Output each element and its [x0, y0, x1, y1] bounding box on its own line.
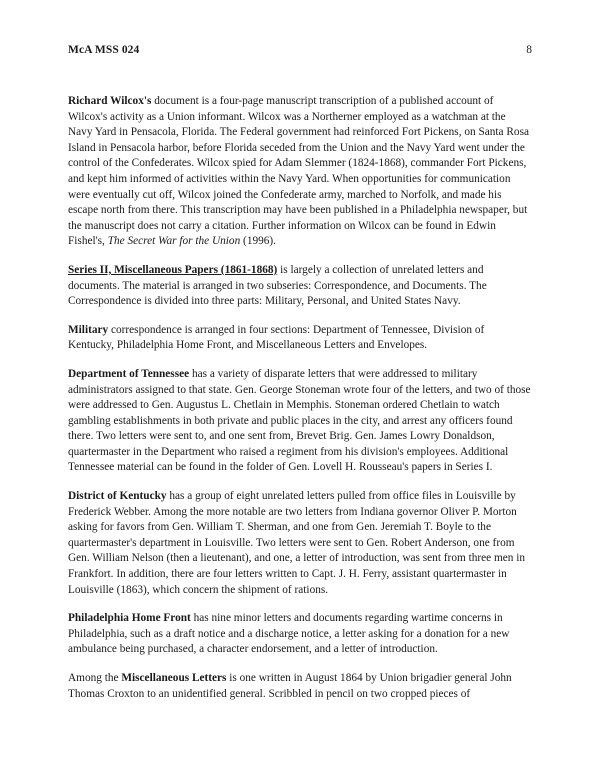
paragraph-text: is one written in August 1864 by Union brigadier general John Thomas Croxton to an unidentified general. Scribbled in pencil on two cropped pieces of	[68, 672, 512, 700]
paragraph-lead: Department of Tennessee	[68, 367, 190, 380]
paragraph-text: document is a four-page manuscript transcription of a published account of Wilcox's activity as a Union informant. Wilcox was a Northerner employed as a watchman at the Navy Yard in Pensacola, Florida. The Federal government had reinforced Fort Pickens, on Santa Rosa Island in Pensacola harbor, before Florida seceded from the Union and the Navy Yard went under the control of the Confederates. Wilcox spied for Adam Slemmer (1824-1868), commander Fort Pickens, and kept him informed of activities within the Navy Yard. When opportunities for communication were eventually cut off, Wilcox joined the Confederate army, marched to Norfolk, and made his escape north from there. This transcription may have been published in a Philadelphia newspaper, but the manuscript does not carry a citation. Further information on Wilcox can be found in Edwin Fishel's,	[68, 95, 529, 248]
paragraph-series-ii	[68, 263, 532, 310]
paragraph-military	[68, 323, 532, 354]
paragraph-lead: Philadelphia Home Front	[68, 612, 191, 625]
book-title: The Secret War for the Union	[107, 235, 241, 248]
paragraph-lead: Series II, Miscellaneous Papers (1861-1868)	[68, 263, 278, 276]
paragraph-lead: District of Kentucky	[68, 490, 167, 503]
paragraph-text: is largely a collection of unrelated letters and documents. The material is arranged in two subseries: Correspondence, and Documents. The Correspondence is divided into three parts: Military, Personal, and United States Navy.	[68, 263, 487, 308]
paragraph-text: has a group of eight unrelated letters pulled from office files in Louisville by Frederick Webber. Among the more notable are two letters from Indiana governor Oliver P. Morton asking for favors from Gen. William T. Sherman, and one from Gen. Jeremiah T. Boyle to the quartermaster's department in Louisville. Two letters were sent to Gen. Robert Anderson, one from Gen. William Nelson (then a lieutenant), and one, a letter of introduction, was sent from three men in Frankfort. In addition, there are four letters written to Capt. J. H. Ferry, assistant quartermaster in Louisville (1863), which concern the shipment of rations.	[68, 490, 526, 596]
paragraph-miscellaneous-letters	[68, 671, 532, 702]
collection-id: McA MSS 024	[68, 44, 140, 56]
paragraph-text: has nine minor letters and documents regarding wartime concerns in Philadelphia, such as a draft notice and a discharge notice, a letter asking for a donation for a new ambulance being purchased, a character endorsement, and a letter of introduction.	[68, 612, 510, 656]
paragraph-lead: Richard Wilcox's	[68, 95, 152, 107]
document-body	[68, 94, 532, 702]
paragraph-philadelphia-home-front	[68, 611, 532, 658]
page-number: 8	[526, 44, 532, 56]
paragraph-lead: Military	[68, 323, 109, 336]
paragraph-lead: Miscellaneous Letters	[121, 672, 227, 684]
paragraph-pre: Among the	[68, 672, 122, 684]
paragraph-wilcox	[68, 94, 532, 250]
page-header	[68, 44, 532, 56]
paragraph-department-tennessee	[68, 367, 532, 476]
paragraph-text: correspondence is arranged in four sections: Department of Tennessee, Division of Kentucky, Philadelphia Home Front, and Miscellaneous Letters and Envelopes.	[68, 323, 485, 352]
paragraph-district-kentucky	[68, 489, 532, 598]
paragraph-text: has a variety of disparate letters that were addressed to military administrators assigned to that state. Gen. George Stoneman wrote four of the letters, and two of those were addressed to Gen. Augustus L. Chetlain in Memphis. Stoneman ordered Chetlain to watch gambling establishments in both private and public places in the city, and arrest any officers found there. Two letters were sent to, and one sent from, Brevet Brig. Gen. James Lowry Donaldson, quartermaster in the Department who raised a regiment from his division's employees. Additional Tennessee material can be found in the folder of Gen. Lovell H. Rousseau's papers in Series I.	[68, 367, 531, 474]
paragraph-tail: (1996).	[240, 235, 277, 248]
